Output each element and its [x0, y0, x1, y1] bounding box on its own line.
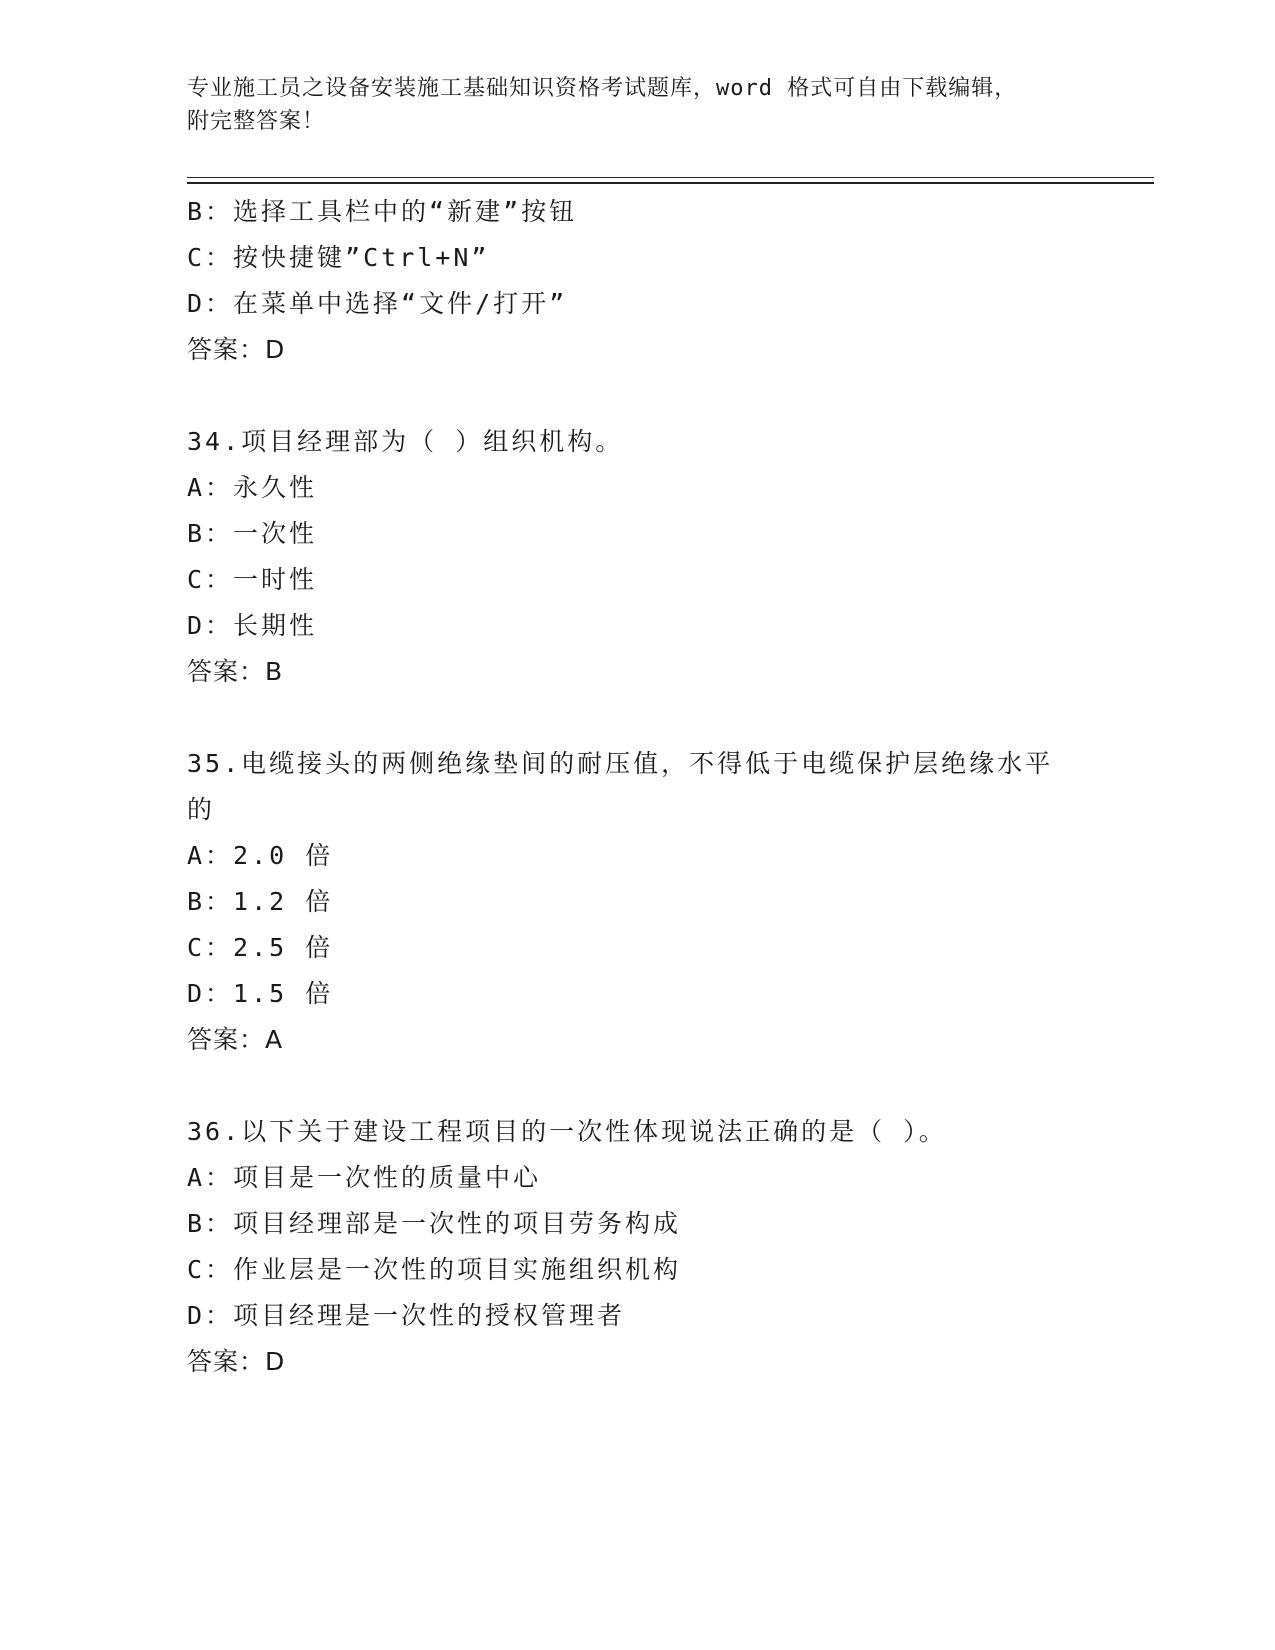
question-stem: 36.以下关于建设工程项目的一次性体现说法正确的是（ ）。	[187, 1117, 947, 1146]
answer: 答案：B	[187, 657, 284, 686]
document-header	[187, 72, 1087, 138]
answer: 答案：D	[187, 1347, 286, 1376]
answer: 答案：D	[187, 335, 286, 364]
header-line-1: 专业施工员之设备安装施工基础知识资格考试题库，word 格式可自由下载编辑，	[187, 76, 1018, 101]
question-36	[187, 1109, 1087, 1385]
header-divider-thick	[187, 182, 1154, 184]
option-b: B：选择工具栏中的“新建”按钮	[187, 197, 578, 226]
question-33-tail	[187, 189, 1087, 373]
option-d: D：1.5 倍	[187, 979, 334, 1008]
option-b: B：项目经理部是一次性的项目劳务构成	[187, 1209, 682, 1238]
option-d: D：长期性	[187, 611, 318, 640]
question-stem: 34.项目经理部为（ ）组织机构。	[187, 427, 624, 456]
question-stem-continued: 的	[187, 795, 216, 824]
answer: 答案：A	[187, 1025, 284, 1054]
option-a: A：项目是一次性的质量中心	[187, 1163, 542, 1192]
option-c: C：按快捷键”Ctrl+N”	[187, 243, 490, 272]
option-b: B：一次性	[187, 519, 318, 548]
question-35	[187, 741, 1087, 1063]
header-divider-thin	[187, 177, 1154, 178]
header-line-2: 附完整答案！	[187, 109, 326, 134]
option-b: B：1.2 倍	[187, 887, 334, 916]
question-list	[187, 189, 1087, 1385]
option-c: C：作业层是一次性的项目实施组织机构	[187, 1255, 682, 1284]
option-c: C：2.5 倍	[187, 933, 334, 962]
question-34	[187, 419, 1087, 695]
option-c: C：一时性	[187, 565, 318, 594]
option-a: A：2.0 倍	[187, 841, 334, 870]
question-stem: 35.电缆接头的两侧绝缘垫间的耐压值，不得低于电缆保护层绝缘水平	[187, 749, 1054, 778]
option-d: D：在菜单中选择“文件/打开”	[187, 289, 568, 318]
option-a: A：永久性	[187, 473, 318, 502]
option-d: D：项目经理是一次性的授权管理者	[187, 1301, 626, 1330]
